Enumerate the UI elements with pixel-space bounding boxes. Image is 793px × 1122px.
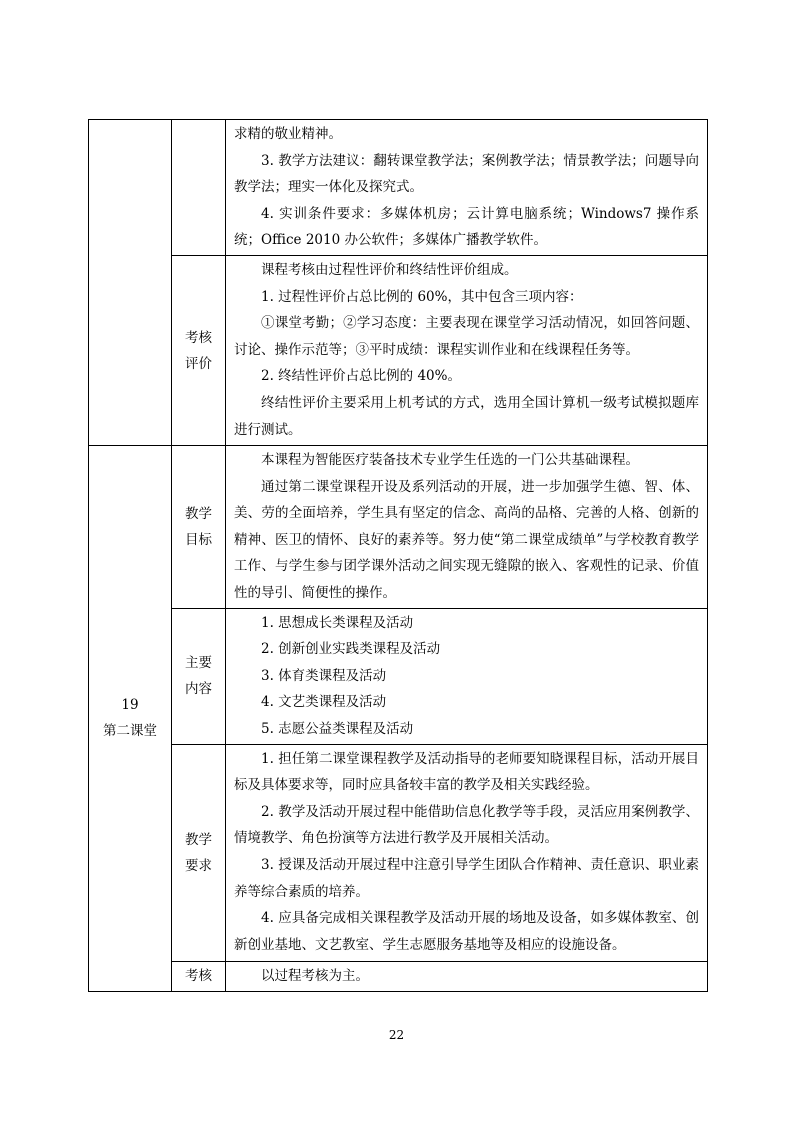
paragraph: 1. 过程性评价占总比例的 60%，其中包含三项内容：: [261, 288, 583, 305]
table-row: [89, 961, 708, 991]
course-name: 第二课堂: [103, 723, 157, 740]
paragraph: 求精的敬业精神。: [234, 126, 342, 142]
prev-content-cell: [226, 120, 708, 256]
table-row: [89, 446, 708, 609]
paragraph: 以过程考核为主。: [261, 967, 369, 984]
paragraph: 2. 终结性评价占总比例的 40%。: [261, 368, 461, 385]
list-item: 5. 志愿公益类课程及活动: [261, 720, 414, 737]
course-number: 19: [121, 697, 139, 714]
table-row: [89, 744, 708, 961]
table-row: [89, 608, 708, 744]
content-list: [226, 608, 708, 744]
page-number: 22: [388, 1028, 405, 1042]
curriculum-table: [88, 119, 708, 992]
paragraph: 通过第二课堂课程开设及系列活动的开展，进一步加强学生德、智、体、美、劳的全面培养，学生具有坚定的信念、高尚的品格、完善的人格、创新的精神、医卫的情怀、良好的素养等。努力使“第二课堂成绩单”与学校教育教学工作、与学生参与团学课外活动之间实现无缝隙的嵌入、客观性的记录、价值性的导引、简便性的操作。: [234, 478, 699, 601]
paragraph: 3. 教学方法建议：翻转课堂教学法；案例教学法；情景教学法；问题导向教学法；理实一体化及探究式。: [234, 152, 699, 196]
assessment-content: [226, 961, 708, 991]
list-item: 4. 文艺类课程及活动: [261, 694, 387, 711]
list-item: 3. 体育类课程及活动: [261, 667, 387, 684]
paragraph: 终结性评价主要采用上机考试的方式，选用全国计算机一级考试模拟题库进行测试。: [234, 394, 699, 438]
paragraph: 4. 应具备完成相关课程教学及活动开展的场地及设备，如多媒体教室、创新创业基地、文艺教室、学生志愿服务基地等及相应的设施设备。: [234, 910, 699, 953]
objectives-label: 教学 目标: [172, 446, 226, 609]
paragraph: ①课堂考勤；②学习态度：主要表现在课堂学习活动情况，如回答问题、讨论、操作示范等；③平时成绩：课程实训作业和在线课程任务等。: [234, 315, 699, 358]
list-item: 2. 创新创业实践类课程及活动: [261, 641, 441, 658]
paragraph: 课程考核由过程性评价和终结性评价组成。: [261, 262, 518, 278]
prev-label-cell: [172, 120, 226, 256]
paragraph: 2. 教学及活动开展过程中能借助信息化教学等手段，灵活应用案例教学、情境教学、角色扮演等方法进行教学及开展相关活动。: [234, 803, 699, 847]
objectives-content: [226, 446, 708, 609]
list-item: 1. 思想成长类课程及活动: [261, 614, 414, 631]
assessment-label: 考核 评价: [172, 256, 226, 446]
course-19-cell: [89, 446, 172, 992]
paragraph: 3. 授课及活动开展过程中注意引导学生团队合作精神、责任意识、职业素养等综合素质的培养。: [234, 856, 699, 900]
paragraph: 1. 担任第二课堂课程教学及活动指导的老师要知晓课程目标，活动开展目标及具体要求等，同时应具备较丰富的教学及相关实践经验。: [234, 750, 699, 794]
content-label: 主要 内容: [172, 608, 226, 744]
requirements-content: [226, 744, 708, 961]
paragraph: 4. 实训条件要求：多媒体机房；云计算电脑系统；Windows7 操作系统；Office 2010 办公软件；多媒体广播教学软件。: [234, 205, 699, 249]
paragraph: 本课程为智能医疗装备技术专业学生任选的一门公共基础课程。: [261, 452, 639, 468]
table-row: [89, 120, 708, 256]
table-row: [89, 256, 708, 446]
requirements-label: 教学 要求: [172, 744, 226, 961]
prev-course-cell: [89, 120, 172, 446]
assessment-label: 考核: [172, 961, 226, 991]
assessment-content: [226, 256, 708, 446]
